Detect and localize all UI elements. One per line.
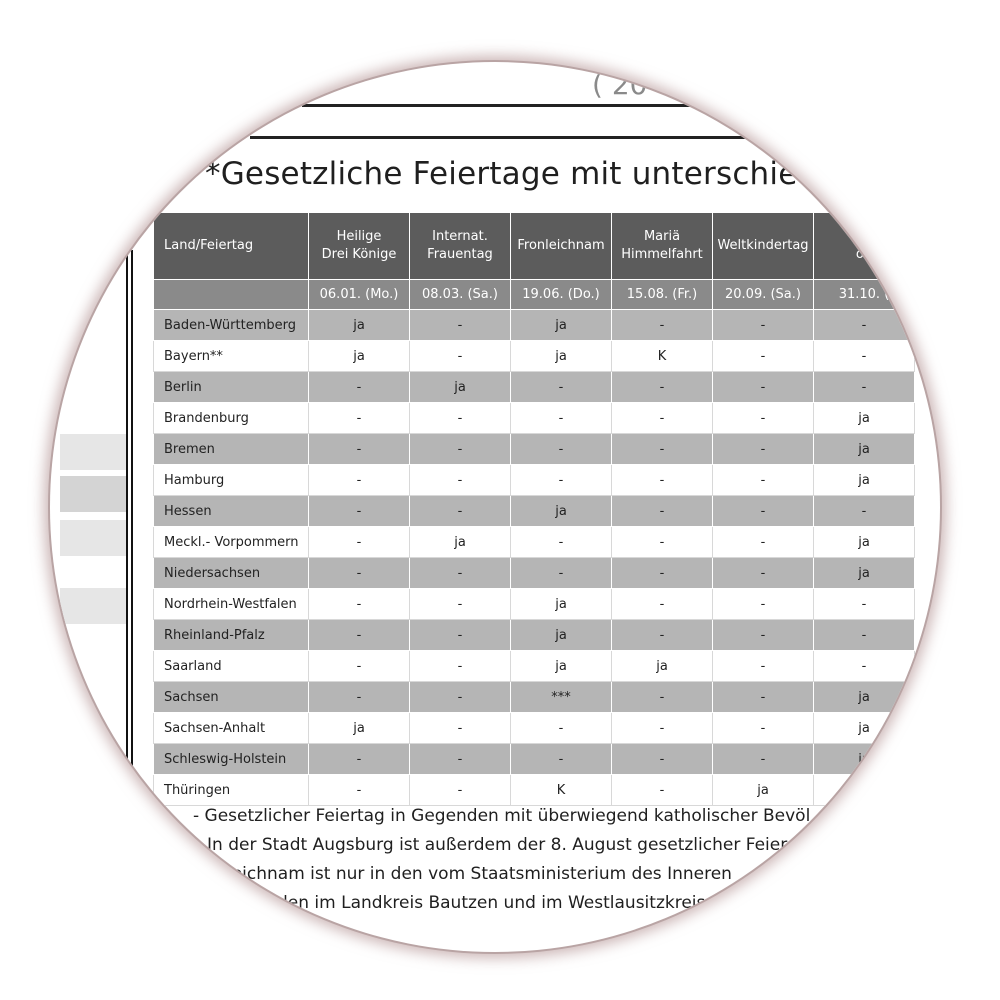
- column-header: Heilige Drei Könige: [309, 213, 410, 280]
- table-row: [154, 713, 915, 744]
- holiday-cell: -: [713, 682, 814, 713]
- holiday-cell: -: [814, 496, 915, 527]
- holiday-cell: -: [814, 620, 915, 651]
- holiday-cell: -: [713, 558, 814, 589]
- holiday-cell: -: [410, 496, 511, 527]
- holiday-cell: -: [309, 589, 410, 620]
- holiday-cell: -: [713, 713, 814, 744]
- table-row: [154, 434, 915, 465]
- year-fragment: ( 20: [592, 68, 648, 101]
- holiday-cell: ja: [814, 744, 915, 775]
- column-date: 19.06. (Do.): [511, 280, 612, 310]
- holiday-cell: -: [309, 527, 410, 558]
- holiday-cell: -: [713, 527, 814, 558]
- holiday-cell: ja: [814, 527, 915, 558]
- footnotes: [165, 802, 810, 918]
- holiday-cell: -: [612, 589, 713, 620]
- holiday-cell: -: [612, 775, 713, 806]
- holiday-cell: -: [410, 465, 511, 496]
- holiday-cell: ja: [814, 403, 915, 434]
- side-band: [60, 434, 126, 470]
- holiday-cell: ja: [612, 651, 713, 682]
- table-row: [154, 744, 915, 775]
- holiday-cell: -: [410, 744, 511, 775]
- holiday-cell: ja: [713, 775, 814, 806]
- holiday-cell: -: [713, 310, 814, 341]
- holiday-cell: -: [612, 558, 713, 589]
- holiday-cell: ja: [511, 496, 612, 527]
- state-name: Schleswig-Holstein: [154, 744, 309, 775]
- side-band: [60, 588, 126, 624]
- state-name: Sachsen-Anhalt: [154, 713, 309, 744]
- table-row: [154, 682, 915, 713]
- holiday-cell: -: [309, 744, 410, 775]
- table-row: [154, 496, 915, 527]
- holiday-cell: -: [814, 341, 915, 372]
- table-row: [154, 465, 915, 496]
- holiday-cell: -: [511, 527, 612, 558]
- column-date: 08.03. (Sa.): [410, 280, 511, 310]
- holiday-cell: -: [511, 744, 612, 775]
- holiday-cell: -: [713, 744, 814, 775]
- table-row: [154, 341, 915, 372]
- holiday-cell: -: [612, 527, 713, 558]
- state-name: Hamburg: [154, 465, 309, 496]
- state-name: Bayern**: [154, 341, 309, 372]
- holiday-cell: -: [410, 341, 511, 372]
- holiday-cell: -: [713, 620, 814, 651]
- holiday-cell: -: [410, 558, 511, 589]
- state-name: Rheinland-Pfalz: [154, 620, 309, 651]
- footnote-1: - Gesetzlicher Feiertag in Gegenden mit überwiegend katholischer Bevöl: [193, 806, 811, 826]
- holiday-cell: K: [612, 341, 713, 372]
- state-name: Hessen: [154, 496, 309, 527]
- holiday-cell: -: [511, 403, 612, 434]
- column-header: Re on: [814, 213, 915, 280]
- column-date: 20.09. (Sa.): [713, 280, 814, 310]
- page-title: *Gesetzliche Feiertage mit unterschiedl: [205, 156, 827, 192]
- column-header: Mariä Himmelfahrt: [612, 213, 713, 280]
- holiday-cell: -: [713, 589, 814, 620]
- column-header: Land/Feiertag: [154, 213, 309, 280]
- magnifier-lens: [50, 62, 940, 952]
- footnote-4: den im Landkreis Bautzen und im Westlausitzkreis: [277, 893, 706, 913]
- holiday-cell: -: [612, 682, 713, 713]
- holiday-cell: -: [511, 558, 612, 589]
- frame-border-left-inner: [131, 250, 133, 850]
- holiday-cell: -: [309, 775, 410, 806]
- state-name: Niedersachsen: [154, 558, 309, 589]
- table-row: [154, 527, 915, 558]
- holiday-cell: -: [309, 496, 410, 527]
- column-date: 31.10. (: [814, 280, 915, 310]
- state-name: Saarland: [154, 651, 309, 682]
- holiday-cell: -: [814, 589, 915, 620]
- frame-border-left: [126, 250, 128, 850]
- top-divider: [302, 104, 752, 107]
- holiday-cell: -: [713, 496, 814, 527]
- holiday-cell: -: [309, 682, 410, 713]
- holiday-cell: -: [612, 403, 713, 434]
- holiday-cell: -: [612, 744, 713, 775]
- holiday-cell: -: [713, 341, 814, 372]
- state-name: Baden-Württemberg: [154, 310, 309, 341]
- holiday-cell: -: [410, 682, 511, 713]
- holiday-cell: -: [612, 496, 713, 527]
- holiday-cell: -: [814, 372, 915, 403]
- state-name: Berlin: [154, 372, 309, 403]
- holiday-cell: -: [410, 403, 511, 434]
- holiday-table: [153, 212, 915, 806]
- holiday-cell: -: [410, 651, 511, 682]
- header-row: [154, 213, 915, 280]
- holiday-cell: ja: [309, 341, 410, 372]
- holiday-cell: -: [814, 775, 915, 806]
- holiday-cell: -: [612, 465, 713, 496]
- table-row: [154, 558, 915, 589]
- holiday-cell: -: [410, 589, 511, 620]
- column-header: Fronleichnam: [511, 213, 612, 280]
- holiday-cell: -: [309, 558, 410, 589]
- table-row: [154, 403, 915, 434]
- holiday-cell: ja: [814, 434, 915, 465]
- holiday-cell: ja: [410, 527, 511, 558]
- holiday-cell: -: [309, 620, 410, 651]
- holiday-cell: -: [309, 651, 410, 682]
- holiday-cell: -: [612, 620, 713, 651]
- holiday-cell: -: [309, 465, 410, 496]
- holiday-cell: -: [713, 434, 814, 465]
- state-name: Bremen: [154, 434, 309, 465]
- table-row: [154, 651, 915, 682]
- holiday-cell: ja: [814, 558, 915, 589]
- date-row: [154, 280, 915, 310]
- holiday-cell: -: [713, 372, 814, 403]
- column-date: [154, 280, 309, 310]
- holiday-cell: -: [410, 775, 511, 806]
- state-name: Nordrhein-Westfalen: [154, 589, 309, 620]
- holiday-cell: -: [410, 620, 511, 651]
- holiday-cell: ja: [814, 713, 915, 744]
- holiday-cell: ja: [511, 620, 612, 651]
- state-name: Thüringen: [154, 775, 309, 806]
- table-row: [154, 372, 915, 403]
- holiday-cell: ja: [511, 310, 612, 341]
- column-header: Internat. Frauentag: [410, 213, 511, 280]
- table-row: [154, 589, 915, 620]
- holiday-cell: ja: [309, 310, 410, 341]
- holiday-cell: ja: [511, 589, 612, 620]
- holiday-cell: -: [814, 310, 915, 341]
- footnote-2: In der Stadt Augsburg ist außerdem der 8. August gesetzlicher Feier: [207, 835, 788, 855]
- holiday-cell: ja: [511, 651, 612, 682]
- holiday-cell: -: [511, 713, 612, 744]
- holiday-cell: -: [713, 465, 814, 496]
- frame-divider: [250, 136, 810, 139]
- table-row: [154, 310, 915, 341]
- footnote-3: leichnam ist nur in den vom Staatsministerium des Inneren: [227, 864, 732, 884]
- holiday-cell: ja: [814, 682, 915, 713]
- table-row: [154, 620, 915, 651]
- holiday-cell: K: [511, 775, 612, 806]
- holiday-cell: ja: [410, 372, 511, 403]
- holiday-cell: -: [511, 465, 612, 496]
- holiday-cell: ja: [814, 465, 915, 496]
- holiday-cell: ja: [511, 341, 612, 372]
- holiday-cell: -: [713, 651, 814, 682]
- holiday-cell: ***: [511, 682, 612, 713]
- holiday-cell: -: [410, 713, 511, 744]
- holiday-cell: -: [511, 372, 612, 403]
- holiday-cell: -: [612, 713, 713, 744]
- state-name: Brandenburg: [154, 403, 309, 434]
- holiday-cell: -: [612, 372, 713, 403]
- holiday-cell: -: [309, 403, 410, 434]
- side-band: [60, 476, 126, 512]
- holiday-cell: -: [309, 372, 410, 403]
- holiday-cell: -: [814, 651, 915, 682]
- holiday-cell: ja: [309, 713, 410, 744]
- holiday-cell: -: [309, 434, 410, 465]
- holiday-cell: -: [612, 434, 713, 465]
- holiday-cell: -: [713, 403, 814, 434]
- holiday-cell: -: [410, 310, 511, 341]
- side-band: [60, 520, 126, 556]
- holiday-cell: -: [511, 434, 612, 465]
- column-date: 15.08. (Fr.): [612, 280, 713, 310]
- state-name: Meckl.- Vorpommern: [154, 527, 309, 558]
- state-name: Sachsen: [154, 682, 309, 713]
- holiday-cell: -: [612, 310, 713, 341]
- column-header: Weltkindertag: [713, 213, 814, 280]
- document-page: [50, 62, 940, 952]
- column-date: 06.01. (Mo.): [309, 280, 410, 310]
- holiday-cell: -: [410, 434, 511, 465]
- table-row: [154, 775, 915, 806]
